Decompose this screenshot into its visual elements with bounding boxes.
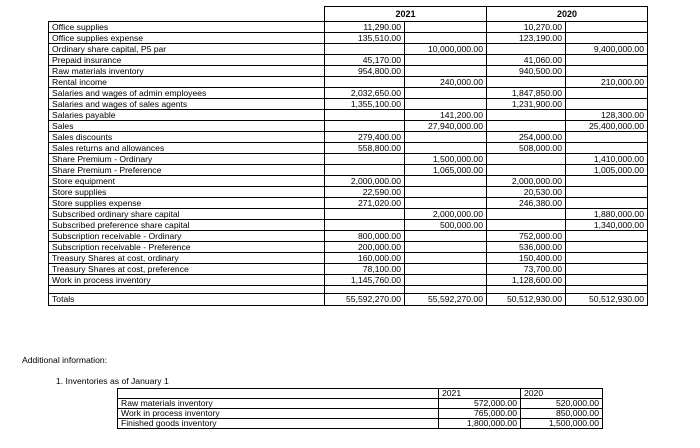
credit-2021	[405, 275, 487, 286]
credit-2020: 1,340,000.00	[566, 220, 648, 231]
debit-2021: 200,000.00	[325, 242, 405, 253]
account-row	[49, 99, 648, 110]
debit-2020: 246,380.00	[487, 198, 566, 209]
trial-balance-table	[48, 6, 648, 306]
credit-2021	[405, 231, 487, 242]
debit-2021: 271,020.00	[325, 198, 405, 209]
debit-2021	[325, 154, 405, 165]
credit-2021	[405, 88, 487, 99]
credit-2020: 210,000.00	[566, 77, 648, 88]
debit-2020: 20,530.00	[487, 187, 566, 198]
credit-2021: 1,065,000.00	[405, 165, 487, 176]
debit-2021: 135,510.00	[325, 33, 405, 44]
credit-2020	[566, 198, 648, 209]
credit-2020: 128,300.00	[566, 110, 648, 121]
debit-2020: 41,060.00	[487, 55, 566, 66]
credit-2020: 25,400,000.00	[566, 121, 648, 132]
inventory-row	[118, 399, 603, 409]
debit-2020: 536,000.00	[487, 242, 566, 253]
account-row	[49, 88, 648, 99]
debit-2020: 1,231,900.00	[487, 99, 566, 110]
account-row	[49, 110, 648, 121]
year-2020-header: 2020	[487, 7, 648, 22]
account-row	[49, 253, 648, 264]
credit-2021	[405, 99, 487, 110]
account-row	[49, 33, 648, 44]
account-row	[49, 209, 648, 220]
credit-2020	[566, 253, 648, 264]
account-row	[49, 44, 648, 55]
debit-2020: 150,400.00	[487, 253, 566, 264]
credit-2021: 500,000.00	[405, 220, 487, 231]
debit-2020: 254,000.00	[487, 132, 566, 143]
debit-2021	[325, 121, 405, 132]
inventory-name: Work in process inventory	[118, 409, 439, 419]
inventory-row	[118, 409, 603, 419]
account-row	[49, 66, 648, 77]
debit-2021: 558,800.00	[325, 143, 405, 154]
account-row	[49, 143, 648, 154]
debit-2021	[325, 110, 405, 121]
account-name: Store supplies expense	[49, 198, 325, 209]
inventory-name: Finished goods inventory	[118, 419, 439, 429]
account-name: Treasury Shares at cost, ordinary	[49, 253, 325, 264]
credit-2021	[405, 264, 487, 275]
account-row	[49, 176, 648, 187]
debit-2021: 11,290.00	[325, 22, 405, 33]
credit-2020	[566, 275, 648, 286]
account-name: Prepaid insurance	[49, 55, 325, 66]
credit-2021	[405, 132, 487, 143]
account-name: Subscription receivable - Ordinary	[49, 231, 325, 242]
inventory-row	[118, 419, 603, 429]
credit-2021	[405, 66, 487, 77]
account-row	[49, 275, 648, 286]
debit-2021: 78,100.00	[325, 264, 405, 275]
inventory-2020: 520,000.00	[521, 399, 603, 409]
totals-credit-2020: 50,512,930.00	[566, 294, 648, 306]
account-row	[49, 121, 648, 132]
totals-credit-2021: 55,592,270.00	[405, 294, 487, 306]
totals-row	[49, 294, 648, 306]
debit-2020: 940,500.00	[487, 66, 566, 77]
inventories-2020-header: 2020	[521, 389, 603, 399]
account-name: Work in process inventory	[49, 275, 325, 286]
inventory-2021: 765,000.00	[439, 409, 521, 419]
account-name: Store equipment	[49, 176, 325, 187]
inventory-name: Raw materials inventory	[118, 399, 439, 409]
account-name: Rental income	[49, 77, 325, 88]
credit-2020	[566, 55, 648, 66]
debit-2020	[487, 121, 566, 132]
credit-2021	[405, 22, 487, 33]
additional-info-label: Additional information:	[22, 355, 108, 365]
debit-2021: 279,400.00	[325, 132, 405, 143]
credit-2020	[566, 176, 648, 187]
inventory-2020: 1,500,000.00	[521, 419, 603, 429]
credit-2020	[566, 22, 648, 33]
account-name: Subscription receivable - Preference	[49, 242, 325, 253]
account-name: Raw materials inventory	[49, 66, 325, 77]
credit-2020: 9,400,000.00	[566, 44, 648, 55]
account-row	[49, 22, 648, 33]
credit-2020	[566, 264, 648, 275]
inventories-item-label: 1. Inventories as of January 1	[56, 376, 169, 386]
debit-2021	[325, 44, 405, 55]
credit-2021: 2,000,000.00	[405, 209, 487, 220]
account-name: Salaries and wages of admin employees	[49, 88, 325, 99]
spacer-row	[49, 286, 648, 294]
credit-2020	[566, 132, 648, 143]
account-name: Share Premium - Ordinary	[49, 154, 325, 165]
debit-2020: 752,000.00	[487, 231, 566, 242]
debit-2021: 2,000,000.00	[325, 176, 405, 187]
accounts-body	[49, 22, 648, 286]
credit-2020: 1,005,000.00	[566, 165, 648, 176]
inventories-header-row	[118, 389, 603, 399]
debit-2020: 73,700.00	[487, 264, 566, 275]
debit-2021: 954,800.00	[325, 66, 405, 77]
credit-2021	[405, 253, 487, 264]
debit-2020	[487, 165, 566, 176]
credit-2020	[566, 66, 648, 77]
account-name: Subscribed ordinary share capital	[49, 209, 325, 220]
debit-2020: 123,190.00	[487, 33, 566, 44]
inventories-table	[117, 388, 603, 429]
debit-2020	[487, 209, 566, 220]
debit-2021: 160,000.00	[325, 253, 405, 264]
account-row	[49, 242, 648, 253]
inventories-2021-header: 2021	[439, 389, 521, 399]
credit-2021	[405, 242, 487, 253]
debit-2021: 22,590.00	[325, 187, 405, 198]
account-name: Sales	[49, 121, 325, 132]
credit-2020	[566, 99, 648, 110]
debit-2020: 2,000,000.00	[487, 176, 566, 187]
debit-2020	[487, 44, 566, 55]
debit-2020	[487, 110, 566, 121]
account-row	[49, 198, 648, 209]
account-row	[49, 220, 648, 231]
account-name: Salaries and wages of sales agents	[49, 99, 325, 110]
inventories-header-blank	[118, 389, 439, 399]
debit-2021: 1,145,760.00	[325, 275, 405, 286]
credit-2021	[405, 143, 487, 154]
totals-debit-2021: 55,592,270.00	[325, 294, 405, 306]
account-row	[49, 55, 648, 66]
debit-2021	[325, 165, 405, 176]
debit-2021	[325, 77, 405, 88]
debit-2020	[487, 220, 566, 231]
credit-2020: 1,410,000.00	[566, 154, 648, 165]
credit-2020: 1,880,000.00	[566, 209, 648, 220]
account-row	[49, 77, 648, 88]
debit-2021: 800,000.00	[325, 231, 405, 242]
debit-2020: 1,847,850.00	[487, 88, 566, 99]
account-name: Treasury Shares at cost, preference	[49, 264, 325, 275]
account-name: Share Premium - Preference	[49, 165, 325, 176]
debit-2021: 1,355,100.00	[325, 99, 405, 110]
debit-2020	[487, 154, 566, 165]
credit-2020	[566, 242, 648, 253]
debit-2021: 45,170.00	[325, 55, 405, 66]
debit-2020: 508,000.00	[487, 143, 566, 154]
credit-2021	[405, 33, 487, 44]
credit-2021: 240,000.00	[405, 77, 487, 88]
inventory-2021: 1,800,000.00	[439, 419, 521, 429]
debit-2021	[325, 220, 405, 231]
account-row	[49, 165, 648, 176]
credit-2020	[566, 33, 648, 44]
debit-2020: 1,128,600.00	[487, 275, 566, 286]
header-blank	[49, 7, 325, 22]
inventories-body	[118, 399, 603, 429]
credit-2020	[566, 187, 648, 198]
debit-2020	[487, 77, 566, 88]
totals-debit-2020: 50,512,930.00	[487, 294, 566, 306]
account-row	[49, 264, 648, 275]
account-name: Office supplies	[49, 22, 325, 33]
account-name: Office supplies expense	[49, 33, 325, 44]
account-name: Salaries payable	[49, 110, 325, 121]
debit-2020: 10,270.00	[487, 22, 566, 33]
account-name: Ordinary share capital, P5 par	[49, 44, 325, 55]
year-2021-header: 2021	[325, 7, 487, 22]
account-name: Sales discounts	[49, 132, 325, 143]
credit-2021	[405, 187, 487, 198]
account-row	[49, 132, 648, 143]
credit-2020	[566, 143, 648, 154]
credit-2021	[405, 176, 487, 187]
debit-2021	[325, 209, 405, 220]
account-row	[49, 154, 648, 165]
credit-2021: 141,200.00	[405, 110, 487, 121]
credit-2021	[405, 55, 487, 66]
credit-2021	[405, 198, 487, 209]
totals-label: Totals	[49, 294, 325, 306]
credit-2020	[566, 231, 648, 242]
debit-2021: 2,032,650.00	[325, 88, 405, 99]
account-name: Sales returns and allowances	[49, 143, 325, 154]
credit-2020	[566, 88, 648, 99]
inventory-2020: 850,000.00	[521, 409, 603, 419]
account-row	[49, 187, 648, 198]
inventory-2021: 572,000.00	[439, 399, 521, 409]
account-row	[49, 231, 648, 242]
account-name: Subscribed preference share capital	[49, 220, 325, 231]
credit-2021: 10,000,000.00	[405, 44, 487, 55]
header-row	[49, 7, 648, 22]
credit-2021: 1,500,000.00	[405, 154, 487, 165]
credit-2021: 27,940,000.00	[405, 121, 487, 132]
account-name: Store supplies	[49, 187, 325, 198]
